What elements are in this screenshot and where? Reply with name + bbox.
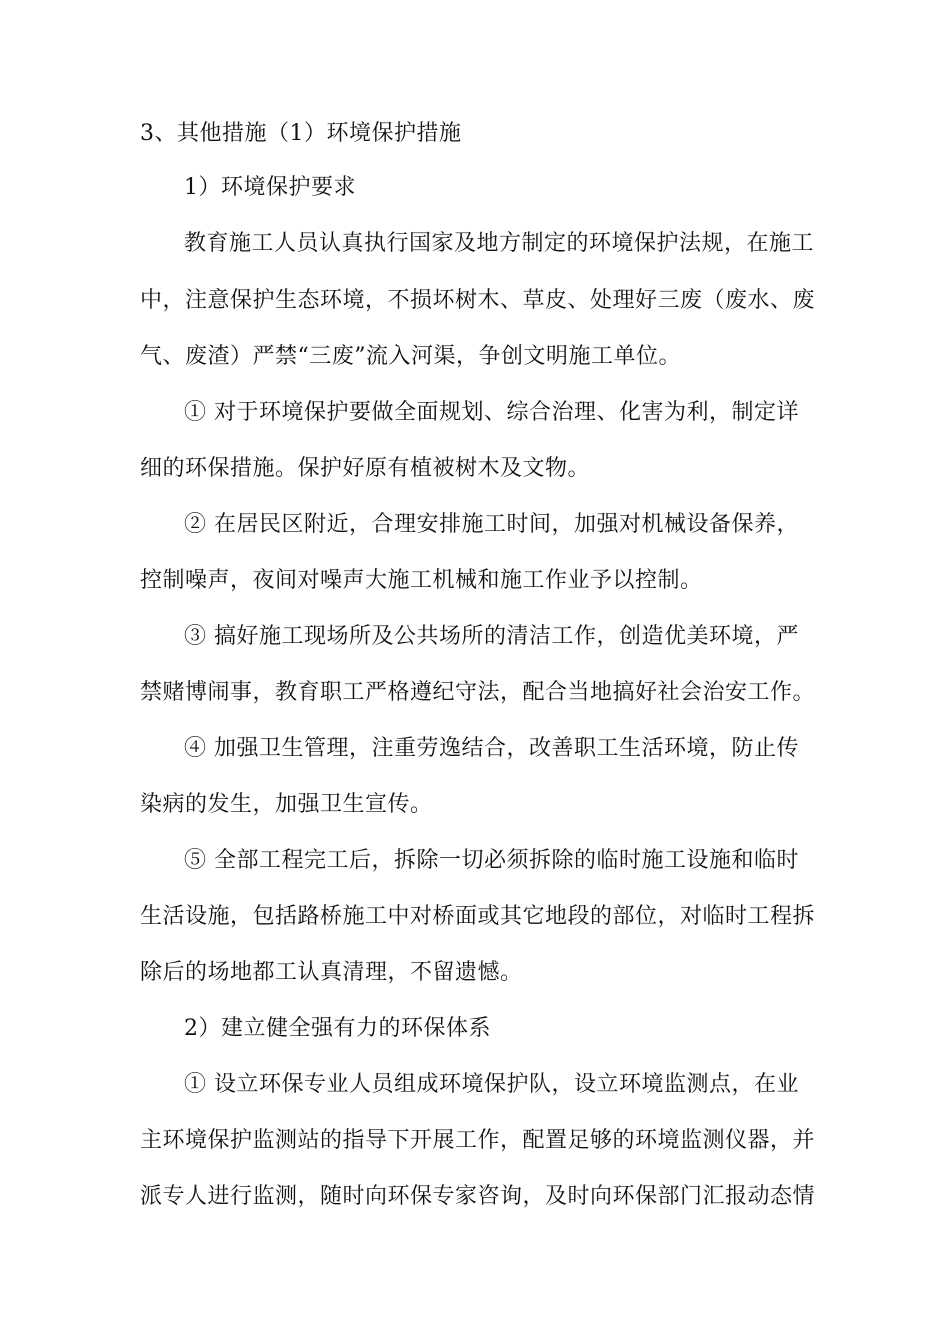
paragraph-line: 染病的发生，加强卫生宣传。 xyxy=(140,792,433,817)
paragraph-line: ① 对于环境保护要做全面规划、综合治理、化害为利，制定详 xyxy=(184,400,799,425)
subsection-heading: 1）环境保护要求 xyxy=(184,175,356,200)
paragraph-line: 气、废渣）严禁“三废”流入河渠，争创文明施工单位。 xyxy=(140,344,681,369)
paragraph-line: ⑤ 全部工程完工后，拆除一切必须拆除的临时施工设施和临时 xyxy=(184,848,799,873)
paragraph-line: 派专人进行监测，随时向环保专家咨询，及时向环保部门汇报动态情 xyxy=(140,1184,816,1209)
paragraph-line: 中，注意保护生态环境，不损坏树木、草皮、处理好三废（废水、废 xyxy=(140,288,816,313)
section-heading: 3、其他措施（1）环境保护措施 xyxy=(140,121,462,146)
paragraph-line: 除后的场地都工认真清理，不留遗憾。 xyxy=(140,960,523,985)
paragraph-line: ① 设立环保专业人员组成环境保护队，设立环境监测点，在业 xyxy=(184,1072,799,1097)
subsection-heading: 2）建立健全强有力的环保体系 xyxy=(184,1016,491,1041)
paragraph-line: 细的环保措施。保护好原有植被树木及文物。 xyxy=(140,456,591,481)
paragraph-line: 禁赌博闹事，教育职工严格遵纪守法，配合当地搞好社会治安工作。 xyxy=(140,680,816,705)
paragraph-line: ② 在居民区附近，合理安排施工时间，加强对机械设备保养， xyxy=(184,512,799,537)
paragraph-line: ③ 搞好施工现场所及公共场所的清洁工作，创造优美环境，严 xyxy=(184,624,799,649)
paragraph-line: 生活设施，包括路桥施工中对桥面或其它地段的部位，对临时工程拆 xyxy=(140,904,816,929)
paragraph-line: 控制噪声，夜间对噪声大施工机械和施工作业予以控制。 xyxy=(140,568,703,593)
paragraph-line: 主环境保护监测站的指导下开展工作，配置足够的环境监测仪器，并 xyxy=(140,1128,816,1153)
paragraph-line: ④ 加强卫生管理，注重劳逸结合，改善职工生活环境，防止传 xyxy=(184,736,799,761)
paragraph-line: 教育施工人员认真执行国家及地方制定的环境保护法规，在施工 xyxy=(184,231,815,256)
